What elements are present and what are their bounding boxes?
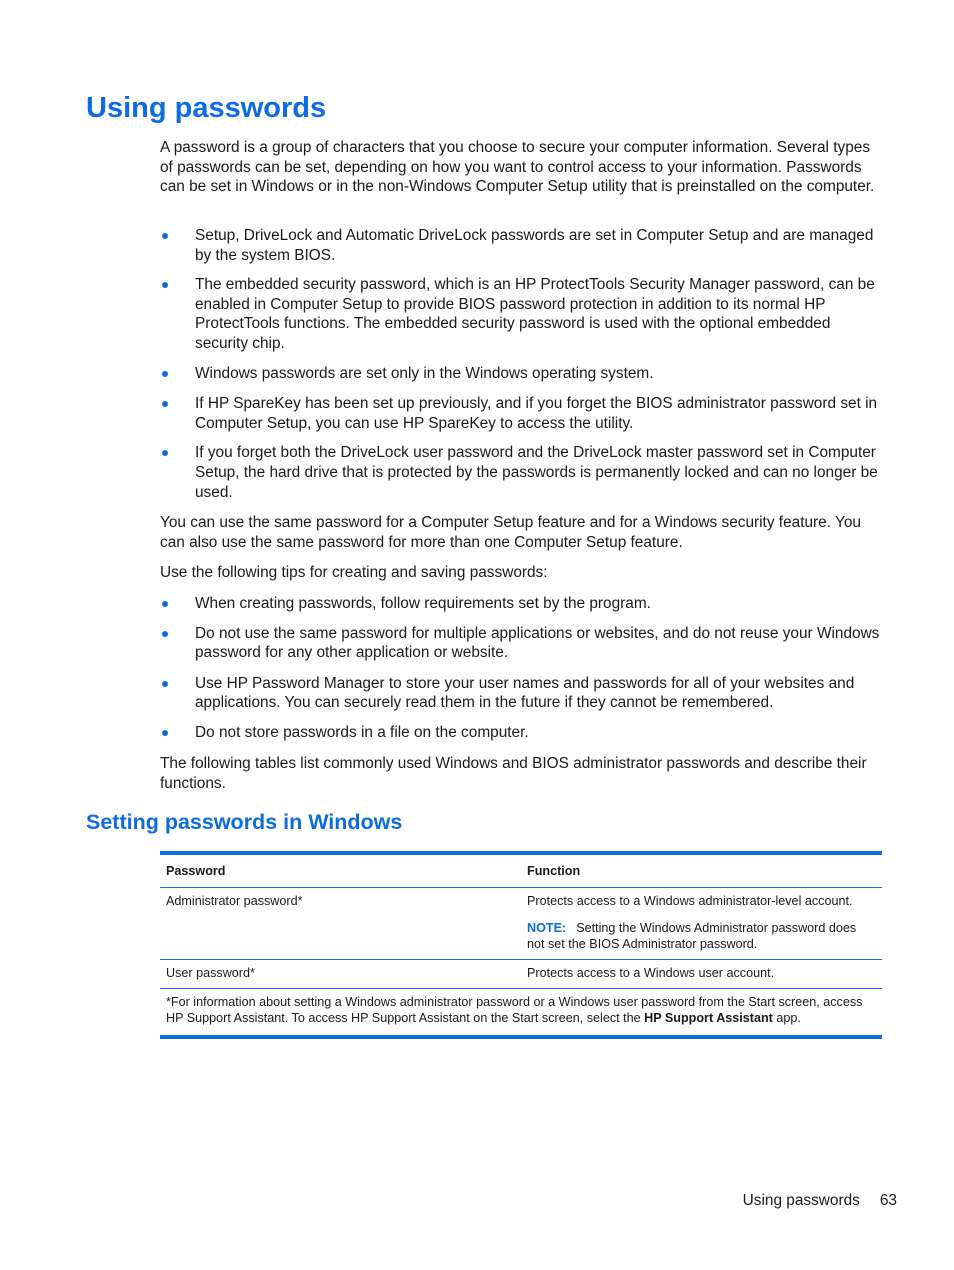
list-item-text: If HP SpareKey has been set up previously, and if you forget the BIOS administrator password set in Computer Setup, you can use HP SpareKey to access the utility. (195, 395, 878, 432)
page-number: 63 (879, 1192, 897, 1209)
bullet-icon (162, 631, 168, 637)
list-item (160, 594, 882, 614)
list-item-text: Windows passwords are set only in the Windows operating system. (195, 364, 654, 382)
bullet-icon (162, 681, 168, 687)
bullet-icon (162, 233, 168, 239)
list-item-text: Use HP Password Manager to store your user names and passwords for all of your websites and applications. You can securely read them in the future if they cannot be remembered. (195, 674, 855, 712)
table-header-row (160, 853, 882, 888)
section-title: Setting passwords in Windows (86, 810, 403, 834)
note-text: Setting the Windows Administrator password does not set the BIOS Administrator password. (527, 921, 857, 951)
column-header-password: Password (160, 853, 521, 888)
list-item-text: Do not use the same password for multiple applications or websites, and do not reuse your Windows password for any other application or website. (195, 624, 880, 662)
bullet-icon (162, 730, 168, 736)
page-title: Using passwords (86, 92, 327, 124)
password-types-list-block (160, 226, 882, 502)
table-row (160, 888, 882, 960)
bullet-icon (162, 601, 168, 607)
windows-passwords-table (160, 851, 882, 1039)
intro-paragraph: A password is a group of characters that you choose to secure your computer information. Several types of passwords can be set, depending on how you want to control access to your information. Passwords can be set in Windows or in the non-Windows Computer Setup utility that is preinstalled on the computer. (160, 139, 875, 196)
footnote-app-name: HP Support Assistant (644, 1011, 773, 1025)
intro-block (160, 138, 882, 197)
tables-intro-block (160, 754, 882, 793)
list-item (160, 624, 882, 663)
list-item-text: Do not store passwords in a file on the computer. (195, 723, 529, 741)
bullet-icon (162, 401, 168, 407)
footer-section-title: Using passwords (742, 1192, 860, 1209)
list-item-text: When creating passwords, follow requirements set by the program. (195, 595, 651, 612)
function-cell (521, 888, 882, 960)
list-item (160, 443, 882, 502)
column-header-function: Function (521, 853, 882, 888)
tips-intro-paragraph: Use the following tips for creating and saving passwords: (160, 564, 548, 581)
page-footer (743, 1191, 897, 1211)
list-item-text: The embedded security password, which is an HP ProtectTools Security Manager password, can be enabled in Computer Setup to provide BIOS password protection in addition to its normal HP ProtectTools functions. The embedded security password is used with the optional embedded security chip. (195, 276, 875, 352)
function-text: Protects access to a Windows administrator-level account. (527, 894, 853, 908)
list-item (160, 226, 882, 265)
table-footnote (160, 989, 882, 1038)
list-item (160, 364, 882, 384)
list-item-text: If you forget both the DriveLock user password and the DriveLock master password set in Computer Setup, the hard drive that is protected by the passwords is permanently locked and can no longer be used. (195, 444, 878, 501)
note (527, 920, 876, 952)
same-password-block (160, 513, 882, 552)
password-types-list (160, 226, 882, 502)
password-cell: Administrator password* (160, 888, 521, 960)
tips-list (160, 594, 882, 743)
table-row (160, 960, 882, 989)
bullet-icon (162, 371, 168, 377)
tips-intro-block (160, 563, 882, 583)
password-cell: User password* (160, 960, 521, 989)
list-item (160, 674, 882, 713)
note-label: NOTE: (527, 921, 567, 935)
list-item (160, 394, 882, 433)
list-item-text: Setup, DriveLock and Automatic DriveLock passwords are set in Computer Setup and are managed by the system BIOS. (195, 227, 874, 264)
same-password-paragraph: You can use the same password for a Computer Setup feature and for a Windows security feature. You can also use the same password for more than one Computer Setup feature. (160, 514, 861, 551)
tips-list-block (160, 594, 882, 743)
list-item (160, 723, 882, 743)
list-item (160, 275, 882, 353)
function-cell: Protects access to a Windows user account. (521, 960, 882, 989)
footnote-text-end: app. (772, 1011, 801, 1025)
bullet-icon (162, 450, 168, 456)
bullet-icon (162, 282, 168, 288)
tables-intro-paragraph: The following tables list commonly used Windows and BIOS administrator passwords and describe their functions. (160, 755, 867, 792)
footnote-text-start: *For information about setting a Windows administrator password or a Windows user password from the Start screen, access HP Support Assistant. To access HP Support Assistant on the Start screen, select the (166, 995, 863, 1025)
table-footnote-row (160, 989, 882, 1038)
